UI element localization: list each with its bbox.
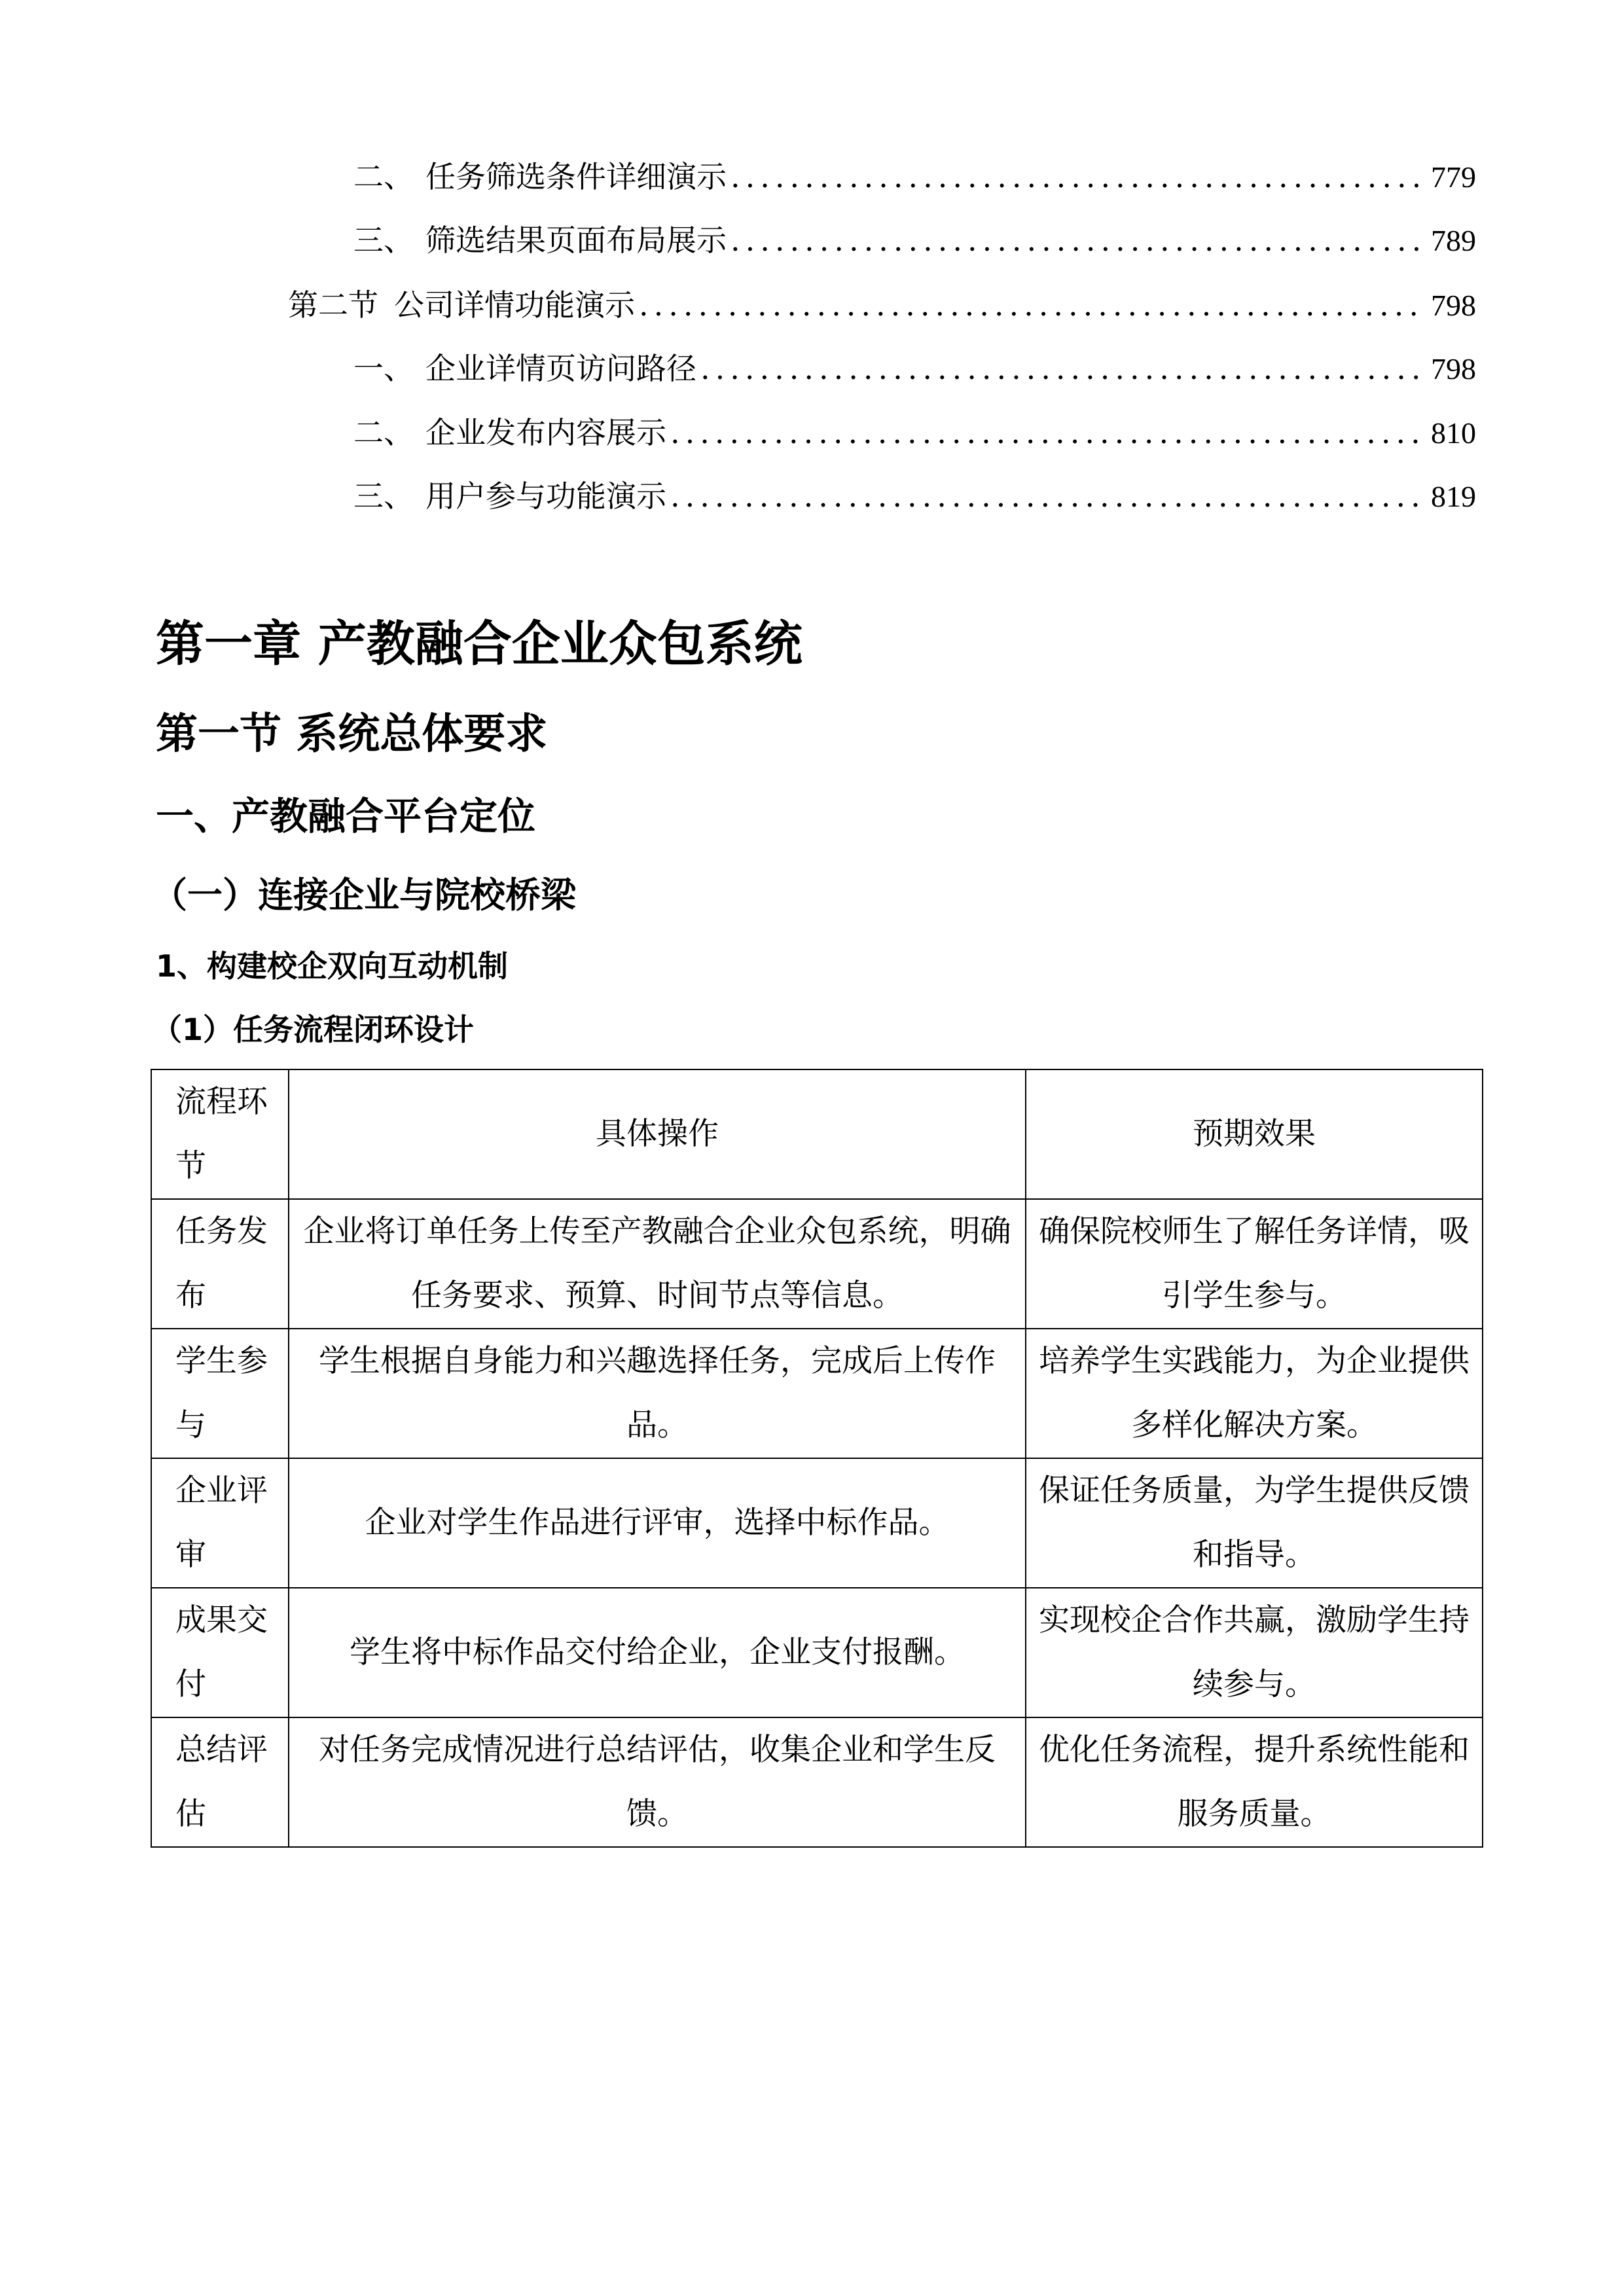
toc-leader <box>731 157 1422 196</box>
operation-cell: 对任务完成情况进行总结评估，收集企业和学生反馈。 <box>289 1717 1026 1847</box>
toc-entry[interactable] <box>0 349 1624 388</box>
header-cell: 具体操作 <box>289 1069 1026 1199</box>
effect-cell: 优化任务流程，提升系统性能和服务质量。 <box>1026 1717 1483 1847</box>
stage-cell: 企业评审 <box>151 1458 289 1588</box>
toc-number: 第二节 <box>288 287 378 323</box>
toc-title: 企业详情页访问路径 <box>425 351 696 386</box>
toc-page: 779 <box>1431 160 1476 194</box>
toc-number: 一、 <box>353 351 414 386</box>
table-row <box>151 1329 1483 1458</box>
stage-cell: 总结评估 <box>151 1717 289 1847</box>
toc-title: 任务筛选条件详细演示 <box>425 159 727 194</box>
chapter-heading: 第一章 产教融合企业众包系统 <box>156 616 803 672</box>
stage-cell: 学生参与 <box>151 1329 289 1458</box>
toc-number: 三、 <box>353 223 414 258</box>
sub-subsection-heading: （一）连接企业与院校桥梁 <box>152 874 576 916</box>
toc-title: 筛选结果页面布局展示 <box>425 223 727 258</box>
operation-cell: 企业对学生作品进行评审，选择中标作品。 <box>289 1458 1026 1588</box>
toc-title: 企业发布内容展示 <box>425 415 666 450</box>
toc-entry[interactable] <box>0 157 1624 196</box>
toc-entry[interactable] <box>0 476 1624 516</box>
toc-number: 二、 <box>353 159 414 194</box>
toc-entry[interactable] <box>0 413 1624 452</box>
toc-number: 三、 <box>353 478 414 514</box>
item-heading: 1、构建校企双向互动机制 <box>156 948 509 984</box>
stage-cell: 成果交付 <box>151 1588 289 1717</box>
toc-entry[interactable] <box>0 285 1624 325</box>
toc-leader <box>639 285 1422 325</box>
effect-cell: 保证任务质量，为学生提供反馈和指导。 <box>1026 1458 1483 1588</box>
effect-cell: 实现校企合作共赢，激励学生持续参与。 <box>1026 1588 1483 1717</box>
operation-cell: 学生将中标作品交付给企业，企业支付报酬。 <box>289 1588 1026 1717</box>
toc-page: 819 <box>1431 480 1476 513</box>
operation-cell: 学生根据自身能力和兴趣选择任务，完成后上传作品。 <box>289 1329 1026 1458</box>
toc-page: 810 <box>1431 416 1476 450</box>
toc-entry[interactable] <box>0 221 1624 260</box>
header-cell: 流程环节 <box>151 1069 289 1199</box>
section-heading: 第一节 系统总体要求 <box>156 710 548 759</box>
toc-title: 公司详情功能演示 <box>394 287 635 323</box>
toc-page: 789 <box>1431 224 1476 257</box>
toc-title: 用户参与功能演示 <box>425 478 666 514</box>
toc-leader <box>670 413 1422 452</box>
table-row <box>151 1717 1483 1847</box>
toc-leader <box>670 476 1422 516</box>
table-header-row <box>151 1069 1483 1199</box>
process-table <box>151 1069 1483 1848</box>
table-row <box>151 1199 1483 1329</box>
table-row <box>151 1458 1483 1588</box>
operation-cell: 企业将订单任务上传至产教融合企业众包系统，明确任务要求、预算、时间节点等信息。 <box>289 1199 1026 1329</box>
toc-leader <box>700 349 1422 388</box>
effect-cell: 确保院校师生了解任务详情，吸引学生参与。 <box>1026 1199 1483 1329</box>
sub-item-heading: （1）任务流程闭环设计 <box>152 1012 475 1047</box>
toc-page: 798 <box>1431 289 1476 322</box>
header-cell: 预期效果 <box>1026 1069 1483 1199</box>
subsection-heading: 一、产教融合平台定位 <box>156 794 536 838</box>
toc-leader <box>731 221 1422 260</box>
toc-number: 二、 <box>353 415 414 450</box>
table-row <box>151 1588 1483 1717</box>
toc-page: 798 <box>1431 352 1476 386</box>
effect-cell: 培养学生实践能力，为企业提供多样化解决方案。 <box>1026 1329 1483 1458</box>
stage-cell: 任务发布 <box>151 1199 289 1329</box>
